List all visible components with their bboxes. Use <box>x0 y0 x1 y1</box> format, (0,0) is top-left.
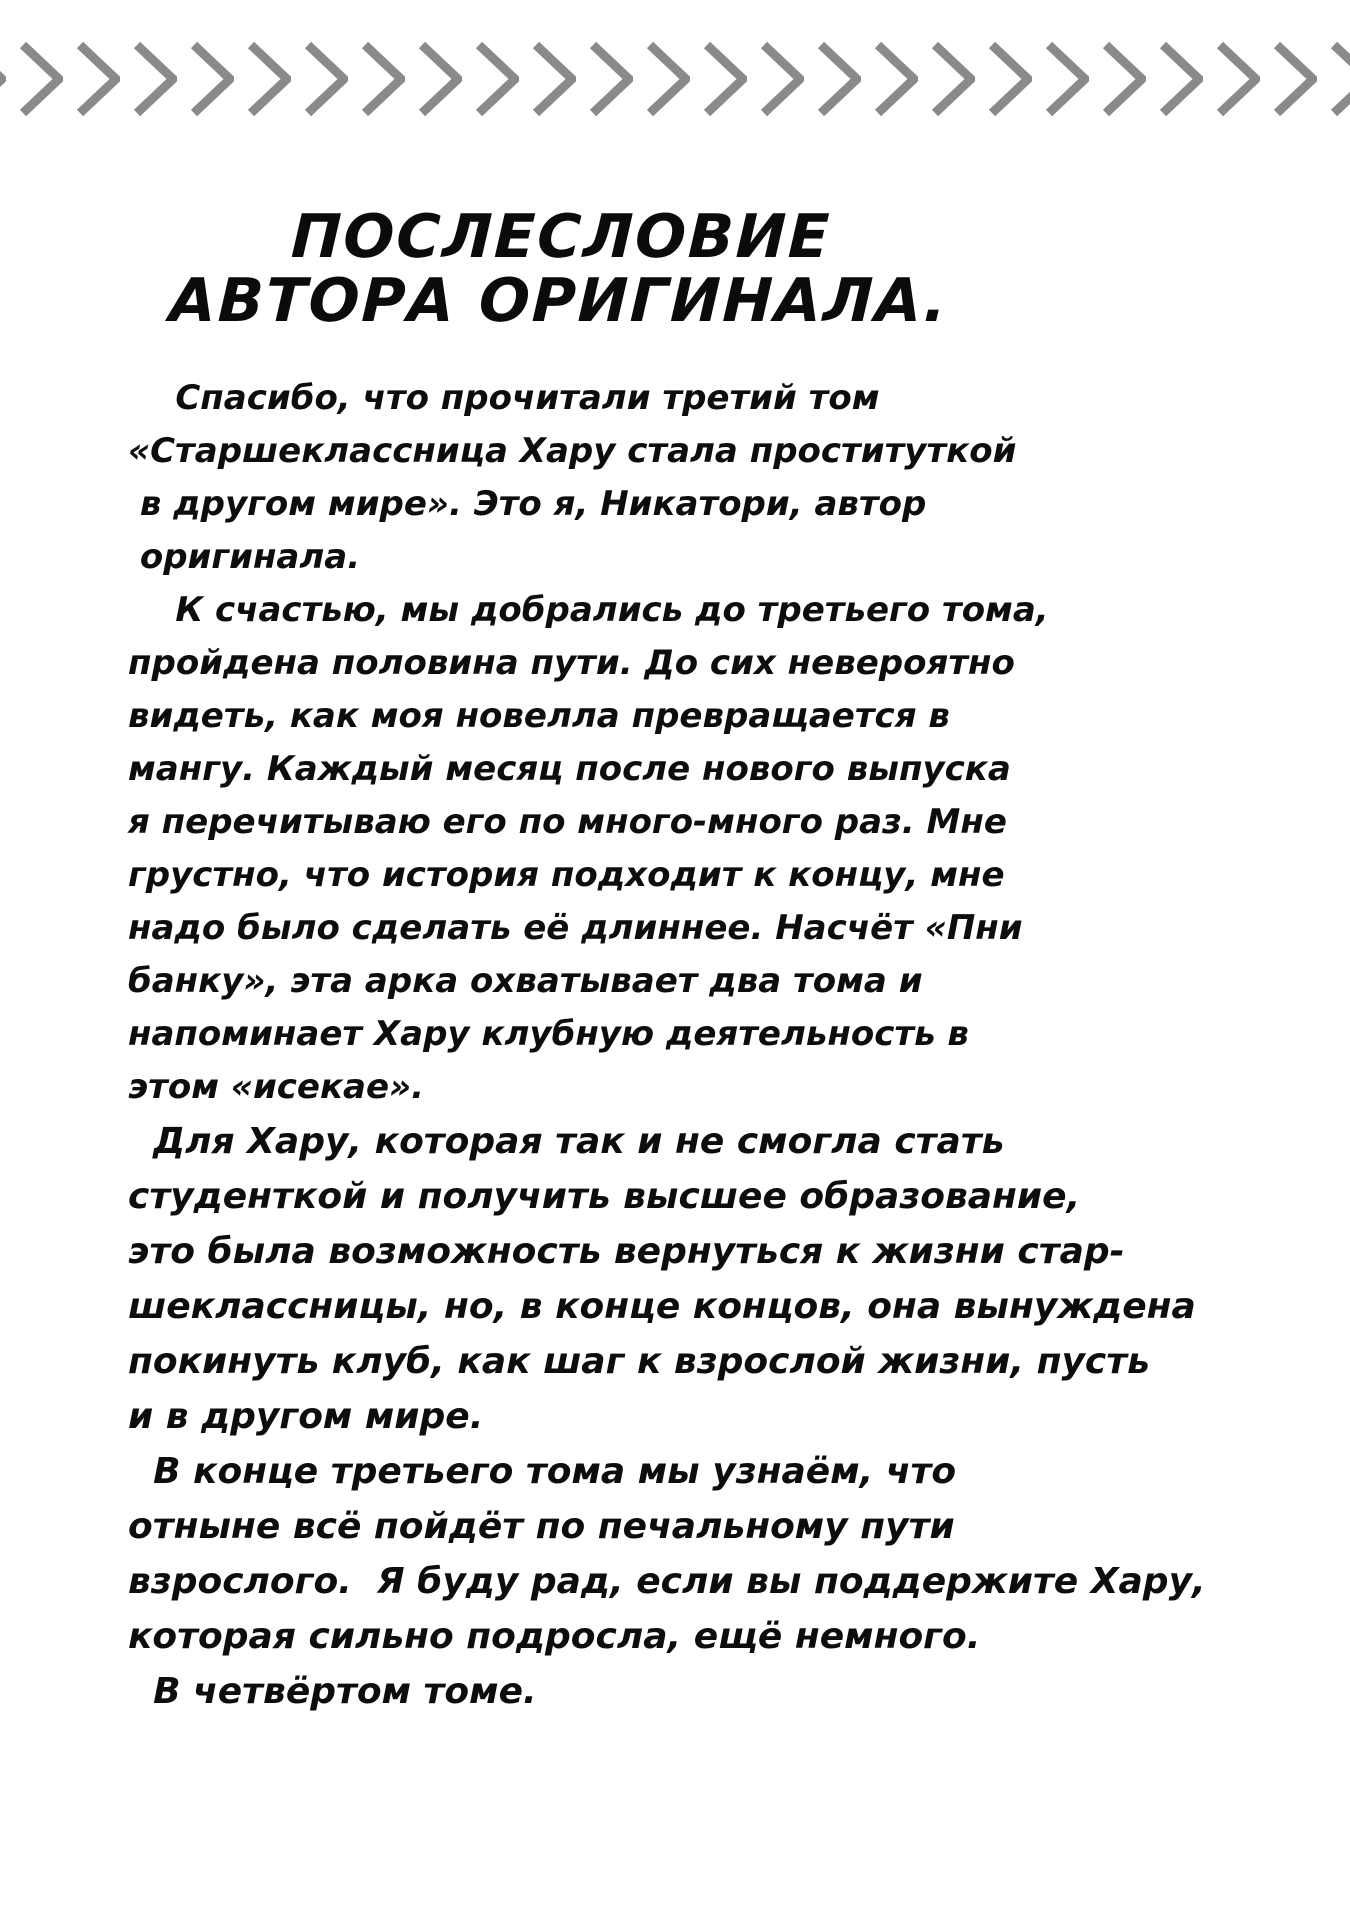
afterword-line: я перечитываю его по много-много раз. Мне <box>128 802 1007 842</box>
chevron-right-pattern-icon <box>0 40 1350 118</box>
afterword-line: отныне всё пойдёт по печальному пути <box>128 1506 955 1547</box>
afterword-line: банку», эта арка охватывает два тома и <box>128 961 923 1001</box>
afterword-line: видеть, как моя новелла превращается в <box>128 696 950 736</box>
afterword-text <box>128 372 1230 1719</box>
afterword-line: В конце третьего тома мы узнаём, что <box>128 1451 957 1492</box>
afterword-line: взрослого. Я буду рад, если вы поддержите Хару, <box>128 1561 1206 1602</box>
afterword-line: Для Хару, которая так и не смогла стать <box>128 1121 1005 1162</box>
afterword-line: грустно, что история подходит к концу, мне <box>128 855 1005 895</box>
afterword-line: «Старшеклассница Хару стала проституткой <box>128 431 1017 471</box>
afterword-line: в другом мире». Это я, Никатори, автор <box>128 484 927 524</box>
afterword-line: К счастью, мы добрались до третьего тома, <box>128 590 1049 630</box>
afterword-line: оригинала. <box>128 537 361 577</box>
afterword-line: пройдена половина пути. До сих невероятно <box>128 643 1015 683</box>
afterword-line: студенткой и получить высшее образование, <box>128 1176 1081 1217</box>
afterword-line: надо было сделать её длиннее. Насчёт «Пни <box>128 908 1023 948</box>
afterword-line: напоминает Хару клубную деятельность в <box>128 1014 969 1054</box>
afterword-line: и в другом мире. <box>128 1396 484 1437</box>
afterword-line: это была возможность вернуться к жизни стар- <box>128 1231 1125 1272</box>
afterword-line: Спасибо, что прочитали третий том <box>128 378 880 418</box>
afterword-line: мангу. Каждый месяц после нового выпуска <box>128 749 1011 789</box>
afterword-line: шеклассницы, но, в конце концов, она вынуждена <box>128 1286 1196 1327</box>
afterword-line: которая сильно подросла, ещё немного. <box>128 1616 981 1657</box>
afterword-line: покинуть клуб, как шаг к взрослой жизни, пусть <box>128 1341 1150 1382</box>
afterword-line: В четвёртом томе. <box>128 1671 537 1712</box>
page-title-line-1: ПОСЛЕСЛОВИЕ <box>289 202 833 272</box>
page-title-line-2: АВТОРА ОРИГИНАЛА. <box>168 266 950 336</box>
afterword-line: этом «исекае». <box>128 1067 425 1107</box>
page-title <box>0 202 1122 336</box>
